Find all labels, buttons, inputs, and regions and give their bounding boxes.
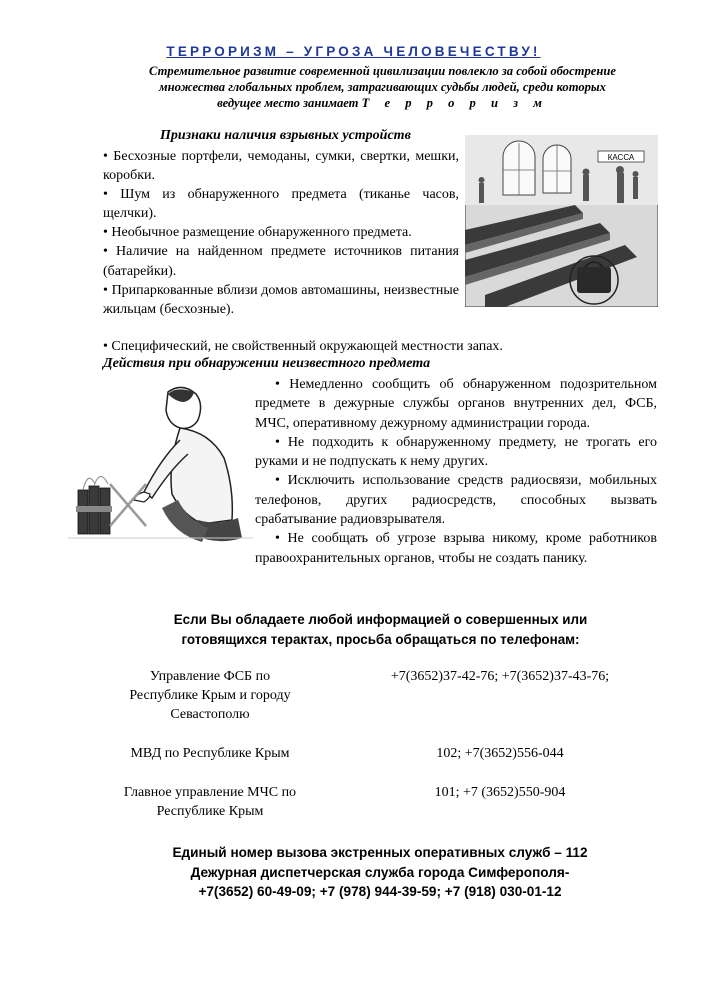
intro-text: [95, 63, 670, 111]
sign-item: • Наличие на найденном предмете источников питания (батарейки).: [103, 244, 459, 279]
intro-line-2: множества глобальных проблем, затрагивающих судьбы людей, среди которых: [159, 80, 606, 94]
contact-name-line: Севастополю: [170, 707, 250, 722]
intro-terrorism-word: Т е р р о р и з м: [361, 96, 548, 110]
sign-item: • Необычное размещение обнаруженного предмета.: [103, 225, 412, 241]
contact-name-line: Главное управление МЧС по: [123, 785, 297, 800]
intro-line-3: [95, 95, 670, 111]
footer-line-2: Дежурная диспетчерская служба города Симферополя-: [190, 864, 570, 880]
contact-name-line: Республике Крым: [156, 804, 264, 819]
info-heading: [103, 610, 658, 650]
signs-list: [103, 147, 459, 319]
action-item: • Исключить использование средств радиосвязи, мобильных телефонов, других радиосредств, способных вызвать срабатывание радиовзрывателя.: [255, 473, 657, 528]
waiting-hall-illustration: [465, 135, 658, 307]
sign-item: • Бесхозные портфели, чемоданы, сумки, свертки, мешки, коробки.: [103, 149, 459, 184]
contact-name-line: МВД по Республике Крым: [130, 746, 290, 761]
page-title: ТЕРРОРИЗМ – УГРОЗА ЧЕЛОВЕЧЕСТВУ!: [166, 44, 541, 59]
actions-heading: Действия при обнаружении неизвестного предмета: [103, 356, 431, 371]
action-item: • Не подходить к обнаруженному предмету, не трогать его руками и не подпускать к нему других.: [255, 434, 657, 470]
contact-name-line: Республике Крым и городу: [129, 688, 291, 703]
contact-phone: 102; +7(3652)556-044: [436, 746, 564, 761]
contact-name: [90, 744, 330, 763]
footer-line-1: Единый номер вызова экстренных оперативных служб – 112: [172, 845, 588, 860]
signs-heading: Признаки наличия взрывных устройств: [160, 128, 411, 143]
suspicious-object-illustration: [68, 380, 253, 555]
contact-name-line: Управление ФСБ по: [149, 669, 271, 684]
ticket-office-sign: КАССА: [607, 153, 635, 162]
action-item: • Не сообщать об угрозе взрыва никому, кроме работников правоохранительных органов, чтобы не создать панику.: [255, 531, 657, 566]
intro-line-3-prefix: ведущее место занимает: [217, 96, 359, 110]
footer-emergency: [80, 843, 680, 902]
sign-item: • Припаркованные вблизи домов автомашины, неизвестные жильцам (бесхозные).: [103, 282, 459, 317]
action-item: • Немедленно сообщить об обнаруженном подозрительном предмете в дежурные службы органов внутренних дел, ФСБ, МЧС, оперативному дежурному администрации города.: [255, 377, 657, 431]
info-line-1: Если Вы обладаете любой информацией о совершенных или: [173, 612, 588, 627]
sign-item-last: • Специфический, не свойственный окружающей местности запах.: [103, 339, 503, 354]
actions-list: [255, 375, 657, 568]
footer-line-3: +7(3652) 60-49-09; +7 (978) 944-39-59; +7 (918) 030-01-12: [198, 884, 562, 899]
info-line-2: готовящихся терактах, просьба обращаться по телефонам:: [181, 632, 580, 647]
sign-item: • Шум из обнаруженного предмета (тиканье часов, щелчки).: [103, 187, 459, 222]
contact-name: [90, 667, 330, 724]
contact-phone: +7(3652)37-42-76; +7(3652)37-43-76;: [390, 669, 610, 684]
contact-name: [90, 783, 330, 821]
contact-phone: 101; +7 (3652)550-904: [434, 785, 566, 800]
intro-line-1: Стремительное развитие современной цивилизации повлекло за собой обострение: [149, 64, 616, 78]
